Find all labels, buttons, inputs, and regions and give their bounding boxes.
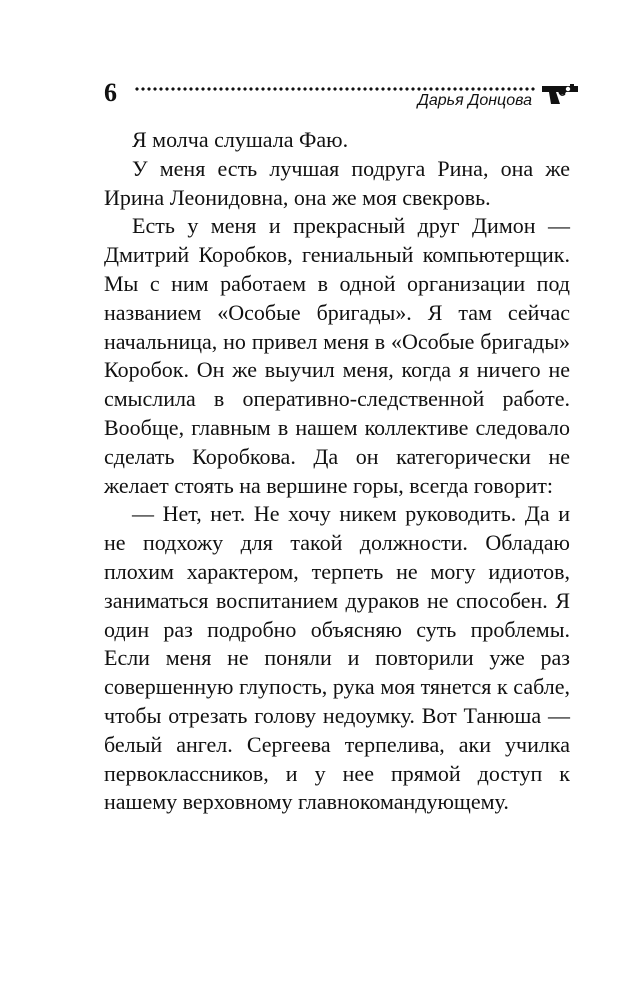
page-body bbox=[104, 126, 570, 817]
page-number: 6 bbox=[104, 78, 117, 107]
revolver-icon bbox=[540, 80, 584, 106]
paragraph: У меня есть лучшая подруга Рина, она же Ирина Леонидовна, она же моя свекровь. bbox=[104, 155, 570, 210]
paragraph: — Нет, нет. Не хочу никем руководить. Да и не подхожу для такой должности. Обладаю плохим характером, терпеть не могу идиотов, заниматься воспитанием дураков не способен. Я один раз подробно объясняю суть проблемы. Если меня не поняли и повторили уже раз совершенную глупость, рука моя тянется к сабле, чтобы отрезать голову недоумку. Вот Танюша — белый ангел. Сергеева терпелива, аки училка первоклассников, и у нее прямой доступ к нашему верховному главнокомандующему. bbox=[104, 501, 570, 815]
paragraph: Есть у меня и прекрасный друг Димон — Дмитрий Коробков, гениальный компьютерщик. Мы с ним работаем в одной организации под названием «Особые бригады». Я там сейчас начальница, но привел меня в «Особые бригады» Коробок. Он же выучил меня, когда я ничего не смыслила в оперативно-следственной работе. Вообще, главным в нашем коллективе следовало сделать Коробкова. Да он категорически не желает стоять на вершине горы, всегда говорит: bbox=[104, 213, 570, 498]
paragraph: Я молча слушала Фаю. bbox=[132, 127, 349, 152]
running-header-author: Дарья Донцова bbox=[417, 92, 532, 109]
running-header bbox=[104, 78, 584, 118]
